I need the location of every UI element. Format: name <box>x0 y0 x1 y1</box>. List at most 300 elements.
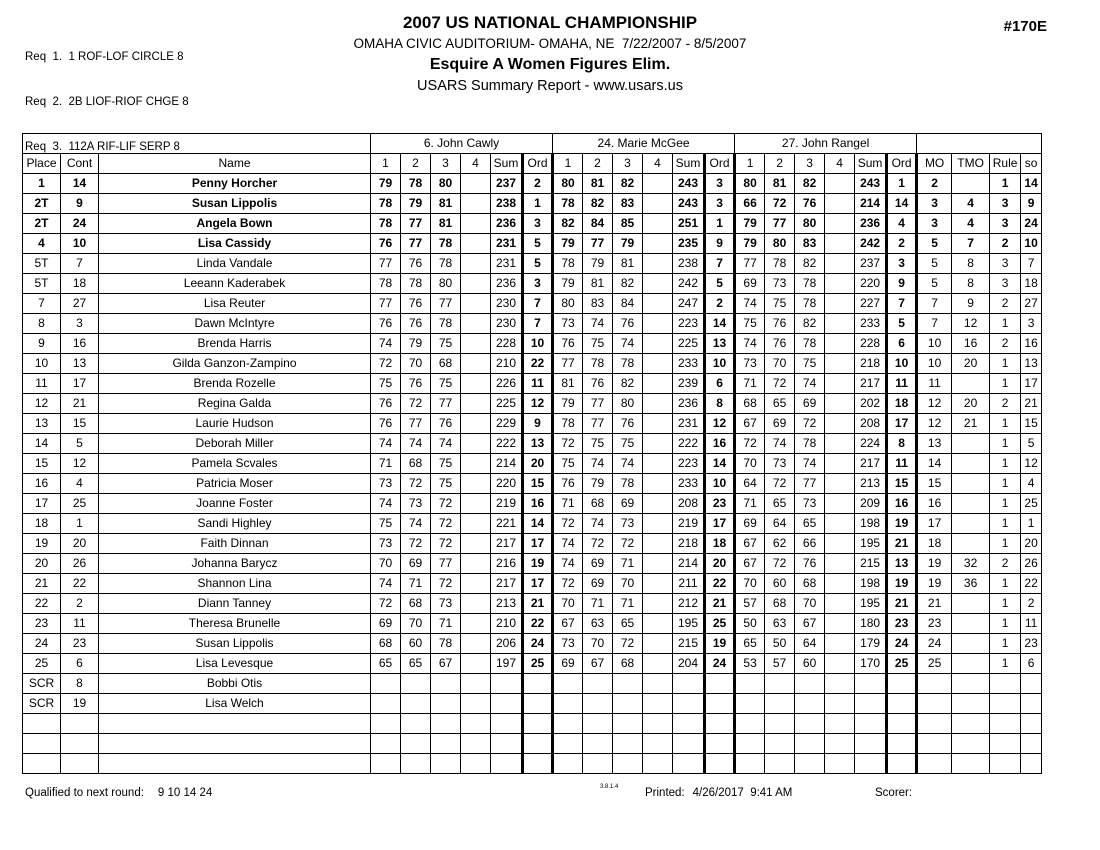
score-cell: 60 <box>795 654 825 674</box>
score-cell: 78 <box>765 254 795 274</box>
score-cell: 81 <box>613 254 643 274</box>
score-cell: 70 <box>401 354 431 374</box>
sum-cell <box>855 694 887 714</box>
score-cell: 75 <box>431 454 461 474</box>
so-cell: 14 <box>1021 174 1042 194</box>
cont-cell: 8 <box>61 674 99 694</box>
so-cell: 18 <box>1021 274 1042 294</box>
ord-cell: 3 <box>523 214 553 234</box>
score-header: 2 <box>583 154 613 174</box>
report-type: USARS Summary Report - www.usars.us <box>417 78 683 94</box>
sum-cell: 220 <box>855 274 887 294</box>
ord-cell: 9 <box>705 234 735 254</box>
cont-cell: 10 <box>61 234 99 254</box>
score-cell: 73 <box>613 514 643 534</box>
ord-cell: 14 <box>523 514 553 534</box>
score-cell <box>461 534 491 554</box>
score-cell: 73 <box>765 454 795 474</box>
sum-cell: 231 <box>673 414 705 434</box>
sum-cell <box>855 754 887 774</box>
score-cell: 63 <box>765 614 795 634</box>
score-cell: 79 <box>735 234 765 254</box>
score-cell: 72 <box>431 534 461 554</box>
table-row <box>23 414 1042 434</box>
name-cell: Linda Vandale <box>99 254 371 274</box>
score-cell <box>643 434 673 454</box>
sum-cell: 215 <box>855 554 887 574</box>
mo-cell: 10 <box>917 354 952 374</box>
score-cell: 77 <box>431 394 461 414</box>
score-cell: 78 <box>431 634 461 654</box>
place-cell: 5T <box>23 254 61 274</box>
score-cell <box>735 734 765 754</box>
score-cell <box>825 694 855 714</box>
column-header-row <box>23 154 1042 174</box>
cont-cell: 22 <box>61 574 99 594</box>
tmo-cell <box>952 534 990 554</box>
ord-cell: 17 <box>887 414 917 434</box>
score-cell <box>643 294 673 314</box>
rule-cell <box>990 734 1021 754</box>
tmo-cell: 36 <box>952 574 990 594</box>
score-cell <box>461 234 491 254</box>
name-cell: Faith Dinnan <box>99 534 371 554</box>
ord-cell: 11 <box>887 454 917 474</box>
score-cell: 70 <box>401 614 431 634</box>
ord-cell <box>705 754 735 774</box>
sum-cell: 170 <box>855 654 887 674</box>
score-cell: 76 <box>401 254 431 274</box>
sum-cell: 195 <box>855 534 887 554</box>
table-row <box>23 234 1042 254</box>
score-cell: 72 <box>765 554 795 574</box>
place-cell: 21 <box>23 574 61 594</box>
rule-cell: 1 <box>990 174 1021 194</box>
score-cell <box>461 574 491 594</box>
score-cell: 76 <box>795 554 825 574</box>
ord-cell: 21 <box>523 594 553 614</box>
score-cell: 75 <box>765 294 795 314</box>
sum-cell: 225 <box>491 394 523 414</box>
score-cell: 65 <box>401 654 431 674</box>
ord-cell: 2 <box>887 234 917 254</box>
name-cell: Shannon Lina <box>99 574 371 594</box>
rule-cell: 2 <box>990 234 1021 254</box>
score-cell: 75 <box>583 434 613 454</box>
score-cell <box>461 634 491 654</box>
name-cell <box>99 734 371 754</box>
score-cell: 78 <box>553 194 583 214</box>
ord-cell: 11 <box>887 374 917 394</box>
score-cell: 77 <box>583 414 613 434</box>
table-row <box>23 574 1042 594</box>
table-row <box>23 734 1042 754</box>
ord-cell: 15 <box>523 474 553 494</box>
score-cell <box>461 314 491 334</box>
score-cell: 72 <box>795 414 825 434</box>
tmo-cell <box>952 754 990 774</box>
version-text: 3.8.1.4 <box>600 784 619 790</box>
so-cell: 17 <box>1021 374 1042 394</box>
score-cell <box>825 354 855 374</box>
score-cell: 72 <box>583 534 613 554</box>
tmo-cell <box>952 514 990 534</box>
score-cell: 77 <box>371 294 401 314</box>
sum-cell: 209 <box>855 494 887 514</box>
cont-cell: 19 <box>61 694 99 714</box>
cont-cell: 3 <box>61 314 99 334</box>
score-cell: 64 <box>795 634 825 654</box>
sum-cell: 216 <box>491 554 523 574</box>
score-cell: 63 <box>583 614 613 634</box>
score-cell <box>431 734 461 754</box>
score-cell: 72 <box>735 434 765 454</box>
score-cell <box>825 714 855 734</box>
score-cell: 79 <box>553 234 583 254</box>
sum-cell: 198 <box>855 574 887 594</box>
rule-cell: 1 <box>990 354 1021 374</box>
score-cell: 77 <box>553 354 583 374</box>
tmo-cell <box>952 174 990 194</box>
place-cell: 23 <box>23 614 61 634</box>
score-cell <box>553 734 583 754</box>
sum-cell: 242 <box>855 234 887 254</box>
score-cell: 70 <box>553 594 583 614</box>
tmo-cell: 21 <box>952 414 990 434</box>
sum-cell: 215 <box>673 634 705 654</box>
so-cell <box>1021 754 1042 774</box>
sum-cell: 212 <box>673 594 705 614</box>
sum-cell: 213 <box>855 474 887 494</box>
score-cell: 74 <box>613 454 643 474</box>
ord-cell: 1 <box>705 214 735 234</box>
score-cell: 84 <box>613 294 643 314</box>
ord-cell <box>523 694 553 714</box>
ord-cell <box>705 714 735 734</box>
score-cell: 69 <box>735 514 765 534</box>
score-cell: 67 <box>735 554 765 574</box>
sum-cell: 210 <box>491 354 523 374</box>
score-cell <box>461 714 491 734</box>
score-cell <box>643 694 673 714</box>
score-cell: 67 <box>795 614 825 634</box>
ord-cell: 7 <box>887 294 917 314</box>
mo-cell: 18 <box>917 534 952 554</box>
requirement-line: Req 3. 112A RIF-LIF SERP 8 <box>25 141 180 153</box>
sum-cell: 204 <box>673 654 705 674</box>
mo-cell: 7 <box>917 314 952 334</box>
so-cell: 23 <box>1021 634 1042 654</box>
so-cell <box>1021 714 1042 734</box>
score-cell <box>765 694 795 714</box>
score-cell: 72 <box>431 494 461 514</box>
name-cell <box>99 754 371 774</box>
cont-cell: 9 <box>61 194 99 214</box>
cont-cell: 25 <box>61 494 99 514</box>
table-row <box>23 474 1042 494</box>
score-cell: 72 <box>613 634 643 654</box>
ord-cell: 2 <box>523 174 553 194</box>
table-row <box>23 274 1042 294</box>
score-cell: 79 <box>583 474 613 494</box>
tmo-cell: 8 <box>952 254 990 274</box>
place-cell: 15 <box>23 454 61 474</box>
score-cell: 70 <box>735 454 765 474</box>
mo-cell <box>917 674 952 694</box>
sum-cell: 219 <box>673 514 705 534</box>
sum-cell: 226 <box>491 374 523 394</box>
sum-cell: 223 <box>673 454 705 474</box>
so-cell: 5 <box>1021 434 1042 454</box>
tmo-cell <box>952 494 990 514</box>
tmo-cell: 12 <box>952 314 990 334</box>
requirement-line: Req 2. 2B LIOF-RIOF CHGE 8 <box>25 96 189 108</box>
mo-cell <box>917 714 952 734</box>
rule-cell: 1 <box>990 434 1021 454</box>
score-cell: 72 <box>613 534 643 554</box>
tmo-cell: 4 <box>952 194 990 214</box>
tmo-cell <box>952 674 990 694</box>
sum-header: Sum <box>673 154 705 174</box>
score-cell: 79 <box>401 194 431 214</box>
tmo-cell <box>952 614 990 634</box>
table-row <box>23 394 1042 414</box>
ord-cell: 15 <box>887 474 917 494</box>
sum-cell <box>491 694 523 714</box>
score-cell: 72 <box>431 514 461 534</box>
name-cell <box>99 714 371 734</box>
name-cell: Johanna Barycz <box>99 554 371 574</box>
qualified-line <box>25 787 212 799</box>
so-cell: 7 <box>1021 254 1042 274</box>
sum-cell: 217 <box>855 454 887 474</box>
cont-cell: 23 <box>61 634 99 654</box>
sum-cell: 233 <box>673 474 705 494</box>
score-cell: 72 <box>553 574 583 594</box>
score-cell: 69 <box>583 554 613 574</box>
mo-cell: 12 <box>917 394 952 414</box>
ord-cell: 17 <box>705 514 735 534</box>
place-cell: 17 <box>23 494 61 514</box>
score-cell <box>643 214 673 234</box>
score-cell: 70 <box>371 554 401 574</box>
table-row <box>23 194 1042 214</box>
score-cell: 80 <box>735 174 765 194</box>
ord-cell: 25 <box>887 654 917 674</box>
score-cell: 78 <box>371 194 401 214</box>
score-cell <box>461 274 491 294</box>
sum-cell: 229 <box>491 414 523 434</box>
score-cell <box>643 754 673 774</box>
ord-cell: 24 <box>887 634 917 654</box>
ord-cell: 12 <box>705 414 735 434</box>
score-cell <box>461 674 491 694</box>
score-cell <box>735 754 765 774</box>
mo-cell: 19 <box>917 554 952 574</box>
tmo-cell: 7 <box>952 234 990 254</box>
score-cell: 76 <box>765 314 795 334</box>
score-cell: 75 <box>371 374 401 394</box>
name-cell: Pamela Scvales <box>99 454 371 474</box>
score-cell: 82 <box>553 214 583 234</box>
score-cell <box>643 534 673 554</box>
score-cell <box>461 394 491 414</box>
sum-cell: 195 <box>855 594 887 614</box>
ord-cell: 25 <box>523 654 553 674</box>
rule-cell: 3 <box>990 194 1021 214</box>
mo-cell: 2 <box>917 174 952 194</box>
score-cell <box>825 314 855 334</box>
score-cell <box>795 754 825 774</box>
mo-cell: 24 <box>917 634 952 654</box>
sum-cell: 221 <box>491 514 523 534</box>
mo-cell: 23 <box>917 614 952 634</box>
sum-cell: 230 <box>491 314 523 334</box>
tmo-cell <box>952 594 990 614</box>
score-cell: 74 <box>583 314 613 334</box>
score-cell: 72 <box>553 514 583 534</box>
score-cell: 74 <box>553 534 583 554</box>
score-cell: 68 <box>401 594 431 614</box>
table-row <box>23 294 1042 314</box>
score-cell: 76 <box>371 414 401 434</box>
ord-cell: 16 <box>705 434 735 454</box>
ord-cell: 10 <box>887 354 917 374</box>
score-cell: 72 <box>401 474 431 494</box>
ord-cell: 25 <box>705 614 735 634</box>
score-cell: 60 <box>401 634 431 654</box>
score-cell <box>825 254 855 274</box>
qualified-value: 9 10 14 24 <box>157 787 213 799</box>
score-cell <box>765 754 795 774</box>
score-cell: 77 <box>735 254 765 274</box>
cont-cell: 4 <box>61 474 99 494</box>
rule-cell: 2 <box>990 294 1021 314</box>
rule-cell <box>990 674 1021 694</box>
score-cell: 76 <box>401 294 431 314</box>
score-cell: 73 <box>735 354 765 374</box>
score-cell: 77 <box>795 474 825 494</box>
score-cell <box>825 494 855 514</box>
score-cell: 80 <box>553 174 583 194</box>
score-cell <box>643 674 673 694</box>
score-cell <box>643 374 673 394</box>
score-cell: 68 <box>371 634 401 654</box>
score-cell: 79 <box>371 174 401 194</box>
ord-cell: 13 <box>887 554 917 574</box>
tmo-cell: 4 <box>952 214 990 234</box>
score-cell: 68 <box>795 574 825 594</box>
score-cell <box>461 494 491 514</box>
score-cell: 65 <box>613 614 643 634</box>
score-cell <box>795 694 825 714</box>
mo-cell: 5 <box>917 254 952 274</box>
score-header: 4 <box>825 154 855 174</box>
score-cell <box>643 414 673 434</box>
score-cell: 57 <box>765 654 795 674</box>
score-cell <box>825 414 855 434</box>
ord-cell: 16 <box>523 494 553 514</box>
results-table <box>22 133 1042 774</box>
cont-cell: 18 <box>61 274 99 294</box>
score-cell: 72 <box>765 374 795 394</box>
score-cell: 68 <box>583 494 613 514</box>
score-cell: 74 <box>735 294 765 314</box>
sum-cell <box>673 734 705 754</box>
score-cell <box>825 574 855 594</box>
table-row <box>23 754 1042 774</box>
score-cell <box>735 674 765 694</box>
so-cell <box>1021 674 1042 694</box>
ord-cell <box>523 754 553 774</box>
score-header: 3 <box>795 154 825 174</box>
name-cell: Sandi Highley <box>99 514 371 534</box>
score-cell: 78 <box>795 294 825 314</box>
ord-cell: 9 <box>887 274 917 294</box>
place-cell: 14 <box>23 434 61 454</box>
sum-cell: 238 <box>673 254 705 274</box>
judge-name-cell: 24. Marie McGee <box>553 134 735 154</box>
score-cell: 64 <box>735 474 765 494</box>
rule-cell: 1 <box>990 494 1021 514</box>
sum-cell: 214 <box>855 194 887 214</box>
score-cell: 79 <box>583 254 613 274</box>
score-cell <box>643 734 673 754</box>
score-cell <box>825 274 855 294</box>
rule-cell: 1 <box>990 614 1021 634</box>
spacer-cell <box>23 134 371 154</box>
place-cell: 16 <box>23 474 61 494</box>
sum-cell <box>491 754 523 774</box>
score-cell: 78 <box>431 314 461 334</box>
sum-cell <box>491 714 523 734</box>
rule-cell: 1 <box>990 314 1021 334</box>
so-cell: 13 <box>1021 354 1042 374</box>
score-cell: 75 <box>583 334 613 354</box>
cont-cell: 17 <box>61 374 99 394</box>
score-cell <box>553 754 583 774</box>
table-row <box>23 454 1042 474</box>
ord-cell: 24 <box>523 634 553 654</box>
score-cell <box>401 694 431 714</box>
score-cell: 74 <box>401 514 431 534</box>
score-cell <box>461 214 491 234</box>
cont-cell: 11 <box>61 614 99 634</box>
score-cell: 68 <box>431 354 461 374</box>
score-cell <box>765 674 795 694</box>
score-cell: 73 <box>795 494 825 514</box>
sum-cell <box>855 714 887 734</box>
so-cell: 4 <box>1021 474 1042 494</box>
cont-cell: 16 <box>61 334 99 354</box>
score-cell <box>735 714 765 734</box>
table-row <box>23 534 1042 554</box>
score-cell: 76 <box>613 414 643 434</box>
score-cell: 80 <box>431 174 461 194</box>
mo-cell: 21 <box>917 594 952 614</box>
score-cell: 76 <box>371 394 401 414</box>
cont-header: Cont <box>61 154 99 174</box>
sum-cell <box>855 674 887 694</box>
score-cell: 67 <box>735 534 765 554</box>
table-row <box>23 174 1042 194</box>
mo-cell: 25 <box>917 654 952 674</box>
score-cell: 70 <box>613 574 643 594</box>
score-cell: 78 <box>431 254 461 274</box>
so-cell: 11 <box>1021 614 1042 634</box>
cont-cell: 1 <box>61 514 99 534</box>
tmo-cell <box>952 654 990 674</box>
